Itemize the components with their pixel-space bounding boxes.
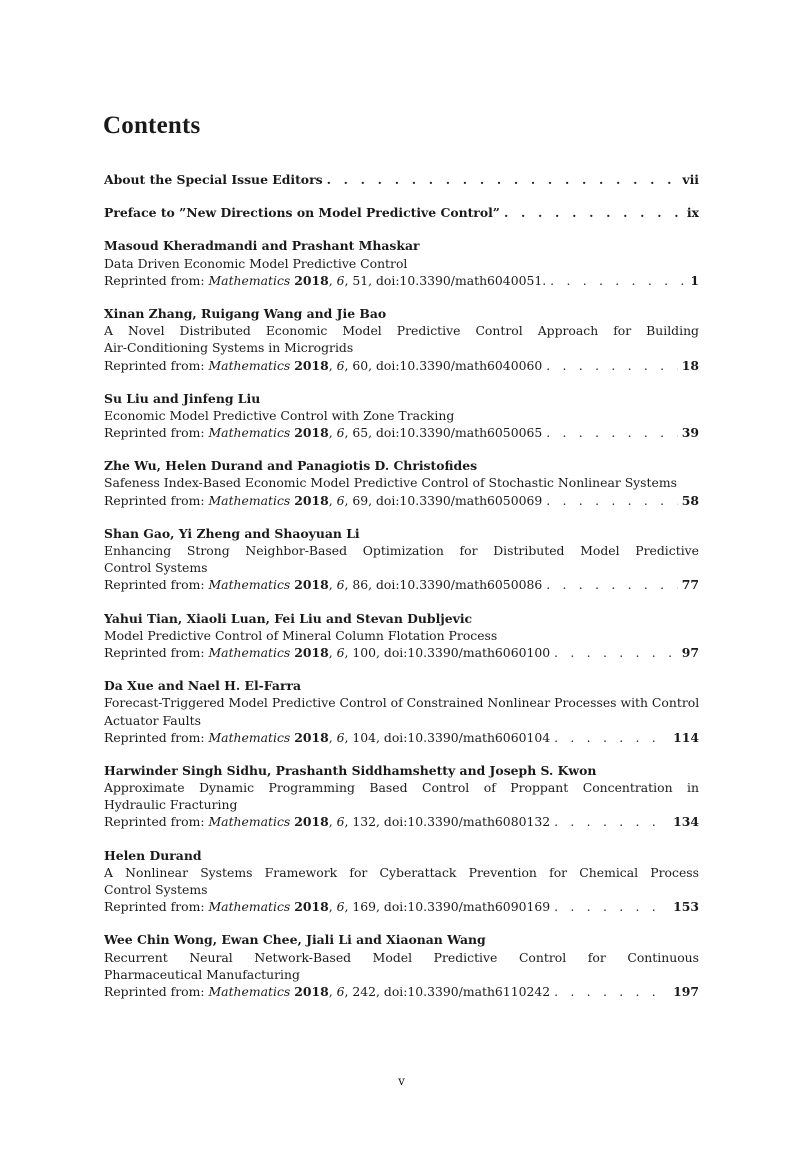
journal-volume: 6 xyxy=(336,425,345,441)
toc-front-matter-preface[interactable] xyxy=(104,204,699,221)
reprint-prefix: Reprinted from: xyxy=(104,814,205,830)
article-doi: , 69, doi:10.3390/math6050069 xyxy=(344,492,543,508)
entry-reprint-line xyxy=(104,983,699,1000)
reprint-citation: Reprinted from: Mathematics 2018, 6, 69, doi:10.3390/math6050069 xyxy=(104,492,543,508)
article-doi: , 132, doi:10.3390/math6080132 xyxy=(344,814,551,830)
entry-authors: Harwinder Singh Sidhu, Prashanth Siddhamshetty and Joseph S. Kwon xyxy=(104,762,597,778)
journal-volume: 6 xyxy=(336,492,345,508)
reprint-citation: Reprinted from: Mathematics 2018, 6, 100, doi:10.3390/math6060100 xyxy=(104,644,551,660)
entry-title-line: Model Predictive Control of Mineral Column Flotation Process xyxy=(104,627,498,643)
reprint-prefix: Reprinted from: xyxy=(104,425,205,441)
journal-year: 2018 xyxy=(294,357,329,373)
dot-leader xyxy=(554,813,669,830)
entry-authors: Zhe Wu, Helen Durand and Panagiotis D. Christofides xyxy=(104,458,478,474)
toc-entry[interactable] xyxy=(104,237,699,289)
journal-name: Mathematics xyxy=(208,492,291,508)
reprint-prefix: Reprinted from: xyxy=(104,357,205,373)
entry-authors: Su Liu and Jinfeng Liu xyxy=(104,390,261,406)
toc-entry[interactable] xyxy=(104,677,699,746)
reprint-prefix: Reprinted from: xyxy=(104,492,205,508)
entry-title-line: Forecast-Triggered Model Predictive Control of Constrained Nonlinear Processes with Control xyxy=(104,695,699,711)
reprint-prefix: Reprinted from: xyxy=(104,272,205,288)
entry-title-line: Control Systems xyxy=(104,560,208,576)
reprint-citation: Reprinted from: Mathematics 2018, 6, 86, doi:10.3390/math6050086 xyxy=(104,577,543,593)
journal-name: Mathematics xyxy=(208,729,291,745)
journal-year: 2018 xyxy=(294,814,329,830)
toc-page-number: 197 xyxy=(673,983,699,999)
dot-leader xyxy=(546,424,678,441)
journal-name: Mathematics xyxy=(208,899,291,915)
entry-title-line: Air-Conditioning Systems in Microgrids xyxy=(104,340,354,356)
entry-reprint-line xyxy=(104,898,699,915)
toc-page-number: 39 xyxy=(681,425,699,441)
dot-leader xyxy=(546,576,678,593)
article-doi: , 169, doi:10.3390/math6090169 xyxy=(344,899,551,915)
toc-front-matter-editors[interactable] xyxy=(104,171,699,188)
toc-label: About the Special Issue Editors xyxy=(104,172,323,187)
journal-volume: 6 xyxy=(336,729,345,745)
dot-leader xyxy=(554,729,669,746)
toc-page-number: 97 xyxy=(681,644,699,660)
entry-title-line: Control Systems xyxy=(104,882,208,897)
entry-title-line: A Novel Distributed Economic Model Predictive Control Approach for Building xyxy=(104,323,699,339)
entry-title-line: Actuator Faults xyxy=(104,712,201,728)
page-title: Contents xyxy=(103,112,201,139)
page-number-footer: v xyxy=(398,1074,405,1088)
journal-volume: 6 xyxy=(336,577,345,593)
article-doi: , 60, doi:10.3390/math6040060 xyxy=(344,357,543,373)
article-doi: , 65, doi:10.3390/math6050065 xyxy=(344,425,543,441)
reprint-citation: Reprinted from: Mathematics 2018, 6, 104, doi:10.3390/math6060104 xyxy=(104,729,551,745)
journal-volume: 6 xyxy=(336,272,345,288)
toc-entry[interactable] xyxy=(104,457,699,509)
toc-page-number: 58 xyxy=(681,492,699,508)
entry-authors: Wee Chin Wong, Ewan Chee, Jiali Li and Xiaonan Wang xyxy=(104,932,486,948)
reprint-prefix: Reprinted from: xyxy=(104,899,205,915)
entry-title-line: Economic Model Predictive Control with Zone Tracking xyxy=(104,407,455,423)
entry-reprint-line xyxy=(104,424,699,441)
entry-title-line: Enhancing Strong Neighbor-Based Optimization for Distributed Model Predictive xyxy=(104,543,699,558)
entry-reprint-line xyxy=(104,492,699,509)
reprint-citation: Reprinted from: Mathematics 2018, 6, 60, doi:10.3390/math6040060 xyxy=(104,357,543,373)
reprint-citation: Reprinted from: Mathematics 2018, 6, 132, doi:10.3390/math6080132 xyxy=(104,814,551,830)
journal-name: Mathematics xyxy=(208,814,291,830)
reprint-citation: Reprinted from: Mathematics 2018, 6, 242, doi:10.3390/math6110242 xyxy=(104,983,551,999)
entry-reprint-line xyxy=(104,357,699,374)
toc-entry[interactable] xyxy=(104,525,699,594)
reprint-prefix: Reprinted from: xyxy=(104,644,205,660)
journal-volume: 6 xyxy=(336,983,345,999)
toc-entry[interactable] xyxy=(104,610,699,662)
toc-label: Preface to ”New Directions on Model Predictive Control” xyxy=(104,205,500,221)
journal-name: Mathematics xyxy=(208,644,291,660)
journal-name: Mathematics xyxy=(208,425,291,441)
journal-year: 2018 xyxy=(294,577,329,593)
entry-authors: Xinan Zhang, Ruigang Wang and Jie Bao xyxy=(104,305,387,321)
reprint-citation: Reprinted from: Mathematics 2018, 6, 51, doi:10.3390/math6040051. xyxy=(104,272,547,288)
table-of-contents xyxy=(104,171,699,1016)
journal-volume: 6 xyxy=(336,899,345,915)
entry-title-line: Hydraulic Fracturing xyxy=(104,797,238,813)
toc-entry[interactable] xyxy=(104,390,699,442)
entry-title-line: Recurrent Neural Network-Based Model Predictive Control for Continuous xyxy=(104,949,699,965)
journal-year: 2018 xyxy=(294,425,329,441)
toc-entry[interactable] xyxy=(104,762,699,831)
entry-title-line: Approximate Dynamic Programming Based Control of Proppant Concentration in xyxy=(104,780,699,796)
toc-page-number: 153 xyxy=(673,899,699,915)
dot-leader xyxy=(504,204,683,221)
article-doi: , 86, doi:10.3390/math6050086 xyxy=(344,577,543,593)
reprint-citation: Reprinted from: Mathematics 2018, 6, 65, doi:10.3390/math6050065 xyxy=(104,425,543,441)
journal-name: Mathematics xyxy=(208,357,291,373)
dot-leader xyxy=(550,272,686,289)
reprint-citation: Reprinted from: Mathematics 2018, 6, 169, doi:10.3390/math6090169 xyxy=(104,899,551,915)
journal-volume: 6 xyxy=(336,644,345,660)
reprint-prefix: Reprinted from: xyxy=(104,577,205,593)
journal-year: 2018 xyxy=(294,272,329,288)
journal-name: Mathematics xyxy=(208,577,291,593)
toc-page-number: vii xyxy=(682,172,699,187)
toc-page-number: 18 xyxy=(681,357,699,373)
entry-reprint-line xyxy=(104,729,699,746)
dot-leader xyxy=(327,171,679,188)
journal-year: 2018 xyxy=(294,492,329,508)
article-doi: , 100, doi:10.3390/math6060100 xyxy=(344,644,551,660)
toc-entry[interactable] xyxy=(104,931,699,1000)
entry-title-line: Safeness Index-Based Economic Model Predictive Control of Stochastic Nonlinear Systems xyxy=(104,475,677,491)
toc-page-number: ix xyxy=(686,205,699,221)
journal-year: 2018 xyxy=(294,983,329,999)
entry-reprint-line xyxy=(104,272,699,289)
entry-authors: Helen Durand xyxy=(104,847,202,863)
entry-title-line: Data Driven Economic Model Predictive Control xyxy=(104,255,408,271)
entry-reprint-line xyxy=(104,576,699,593)
entry-authors: Yahui Tian, Xiaoli Luan, Fei Liu and Stevan Dubljevic xyxy=(104,610,473,626)
entry-authors: Masoud Kheradmandi and Prashant Mhaskar xyxy=(104,238,420,254)
reprint-prefix: Reprinted from: xyxy=(104,729,205,745)
entry-title-line: Pharmaceutical Manufacturing xyxy=(104,966,300,982)
toc-entry[interactable] xyxy=(104,305,699,374)
toc-entry[interactable] xyxy=(104,847,699,916)
journal-year: 2018 xyxy=(294,729,329,745)
toc-page-number: 1 xyxy=(690,272,699,288)
entry-reprint-line xyxy=(104,644,699,661)
reprint-prefix: Reprinted from: xyxy=(104,983,205,999)
dot-leader xyxy=(554,898,669,915)
dot-leader xyxy=(546,357,678,374)
journal-name: Mathematics xyxy=(208,983,291,999)
article-doi: , 104, doi:10.3390/math6060104 xyxy=(344,729,551,745)
journal-year: 2018 xyxy=(294,644,329,660)
dot-leader xyxy=(546,492,678,509)
entry-authors: Da Xue and Nael H. El-Farra xyxy=(104,678,302,694)
toc-page-number: 114 xyxy=(673,729,699,745)
article-doi: , 242, doi:10.3390/math6110242 xyxy=(344,983,551,999)
entry-reprint-line xyxy=(104,813,699,830)
toc-page-number: 77 xyxy=(681,577,699,593)
journal-volume: 6 xyxy=(336,357,345,373)
dot-leader xyxy=(554,644,678,661)
journal-name: Mathematics xyxy=(208,272,291,288)
entry-title-line: A Nonlinear Systems Framework for Cyberattack Prevention for Chemical Process xyxy=(104,864,699,880)
dot-leader xyxy=(554,983,669,1000)
toc-page-number: 134 xyxy=(673,814,699,830)
journal-year: 2018 xyxy=(294,899,329,915)
journal-volume: 6 xyxy=(336,814,345,830)
entry-authors: Shan Gao, Yi Zheng and Shaoyuan Li xyxy=(104,525,360,541)
article-doi: , 51, doi:10.3390/math6040051. xyxy=(344,272,547,288)
